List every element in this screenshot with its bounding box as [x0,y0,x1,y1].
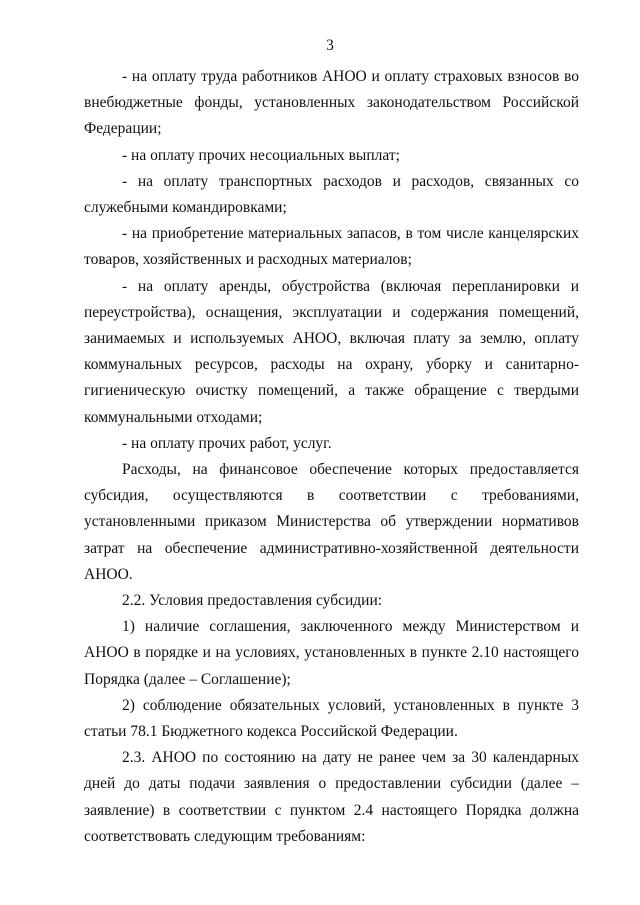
paragraph-other-works: - на оплату прочих работ, услуг. [122,434,332,452]
paragraph-nonsocial-payments: - на оплату прочих несоциальных выплат; [122,146,400,164]
paragraph-labor-payment: - на оплату труда работников АНОО и оплату страховых взносов во внебюджетные фонды, установленных законодательством Российской Федерации; [84,68,579,138]
page-number: 3 [326,37,334,54]
paragraph-condition-agreement: 1) наличие соглашения, заключенного между Министерством и АНОО в порядке и на условиях, установленных в пункте 2.10 настоящего Порядка (далее – Соглашение); [84,618,579,688]
paragraph-material-supplies: - на приобретение материальных запасов, в том числе канцелярских товаров, хозяйственных и расходных материалов; [84,225,579,269]
paragraph-transport-expenses: - на оплату транспортных расходов и расходов, связанных со служебными командировками; [84,172,579,217]
paragraph-section-2-2-heading: 2.2. Условия предоставления субсидии: [122,592,383,610]
document-body [84,64,579,850]
paragraph-expenses-requirements: Расходы, на финансовое обеспечение которых предоставляется субсидия, осуществляются в соответствии с требованиями, установленными приказом Министерства об утверждении нормативов затрат на обеспечение административно-хозяйственной деятельности АНОО. [84,461,579,583]
paragraph-condition-budget-code: 2) соблюдение обязательных условий, установленных в пункте 3 статьи 78.1 Бюджетного кодекса Российской Федерации. [84,696,579,741]
paragraph-section-2-3: 2.3. АНОО по состоянию на дату не ранее чем за 30 календарных дней до даты подачи заявления о предоставлении субсидии (далее – заявление) в соответствии с пунктом 2.4 настоящего Порядка должна соответствовать следующим требованиям: [84,749,579,845]
paragraph-rent-maintenance: - на оплату аренды, обустройства (включая перепланировки и переустройства), оснащения, эксплуатации и содержания помещений, занимаемых и используемых АНОО, включая плату за землю, оплату коммунальных ресурсов, расходы на охрану, уборку и санитарно-гигиеническую очистку помещений, а также обращение с твердыми коммунальными отходами; [84,277,579,426]
